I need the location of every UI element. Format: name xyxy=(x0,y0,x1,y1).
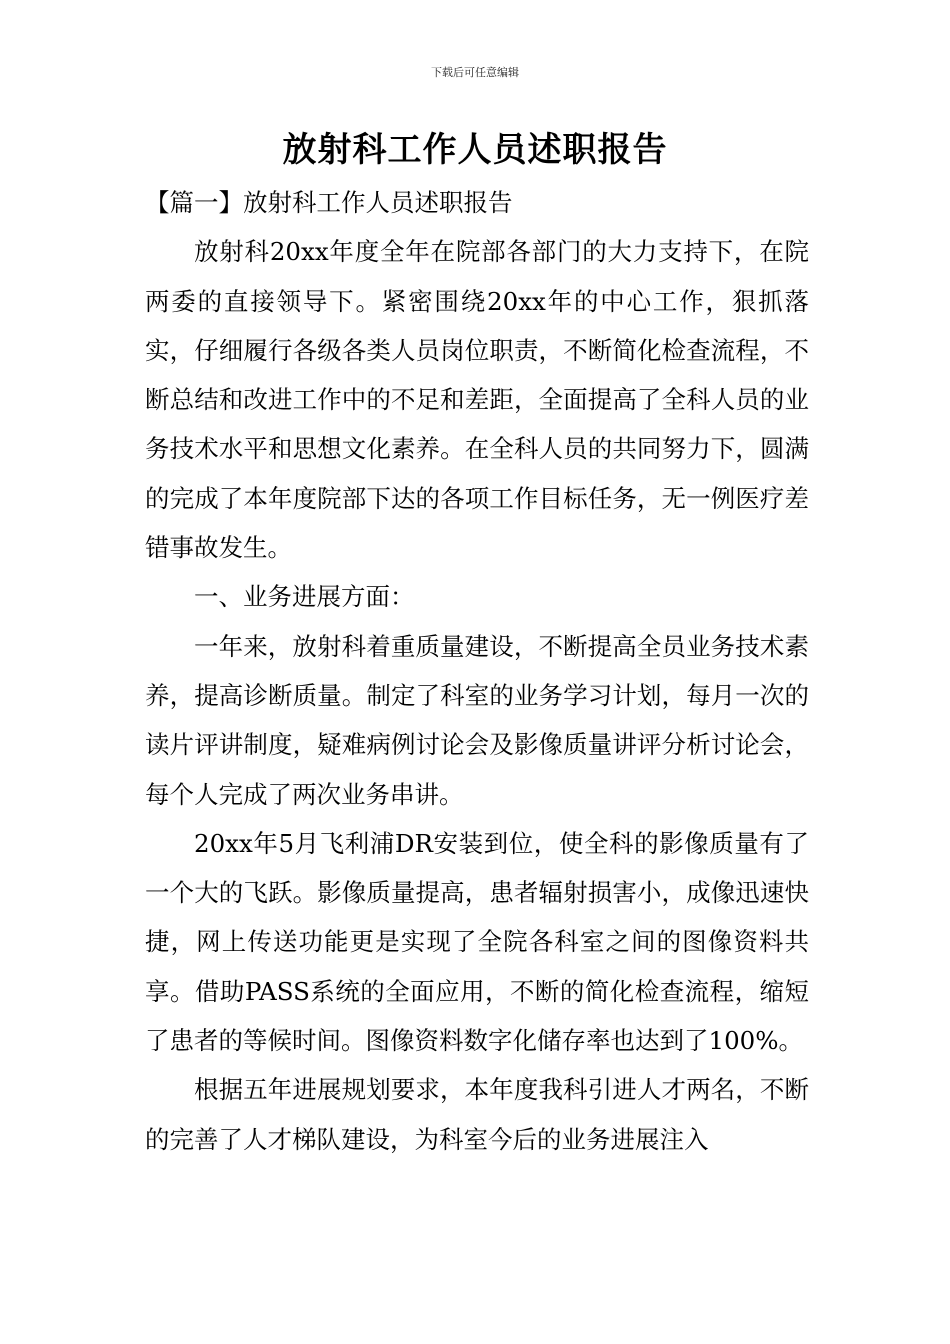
document-body xyxy=(145,178,809,1164)
section-heading: 【篇一】放射科工作人员述职报告 xyxy=(145,188,513,217)
subheading-business: 一、业务进展方面： xyxy=(194,582,415,612)
paragraph-intro: 放射科20xx年度全年在院部各部门的大力支持下，在院两委的直接领导下。紧密围绕20xx年的中心工作，狠抓落实，仔细履行各级各类人员岗位职责，不断简化检查流程，不断总结和改进工作中的不足和差距，全面提高了全科人员的业务技术水平和思想文化素养。在全科人员的共同努力下，圆满的完成了本年度院部下达的各项工作目标任务，无一例医疗差错事故发生。 xyxy=(145,237,809,563)
paragraph-talent: 根据五年进展规划要求，本年度我科引进人才两名，不断的完善了人才梯队建设，为科室今后的业务进展注入 xyxy=(145,1075,809,1154)
header-note: 下载后可任意编辑 xyxy=(431,66,519,79)
paragraph-dr-install: 20xx年5月飞利浦DR安装到位，使全科的影像质量有了一个大的飞跃。影像质量提高，患者辐射损害小，成像迅速快捷，网上传送功能更是实现了全院各科室之间的图像资料共享。借助PASS系统的全面应用，不断的简化检查流程，缩短了患者的等候时间。图像资料数字化储存率也达到了100%。 xyxy=(145,828,809,1056)
paragraph-quality: 一年来，放射科着重质量建设，不断提高全员业务技术素养，提高诊断质量。制定了科室的业务学习计划，每月一次的读片评讲制度，疑难病例讨论会及影像质量讲评分析讨论会，每个人完成了两次业务串讲。 xyxy=(145,631,809,809)
document-title: 放射科工作人员述职报告 xyxy=(282,130,668,170)
